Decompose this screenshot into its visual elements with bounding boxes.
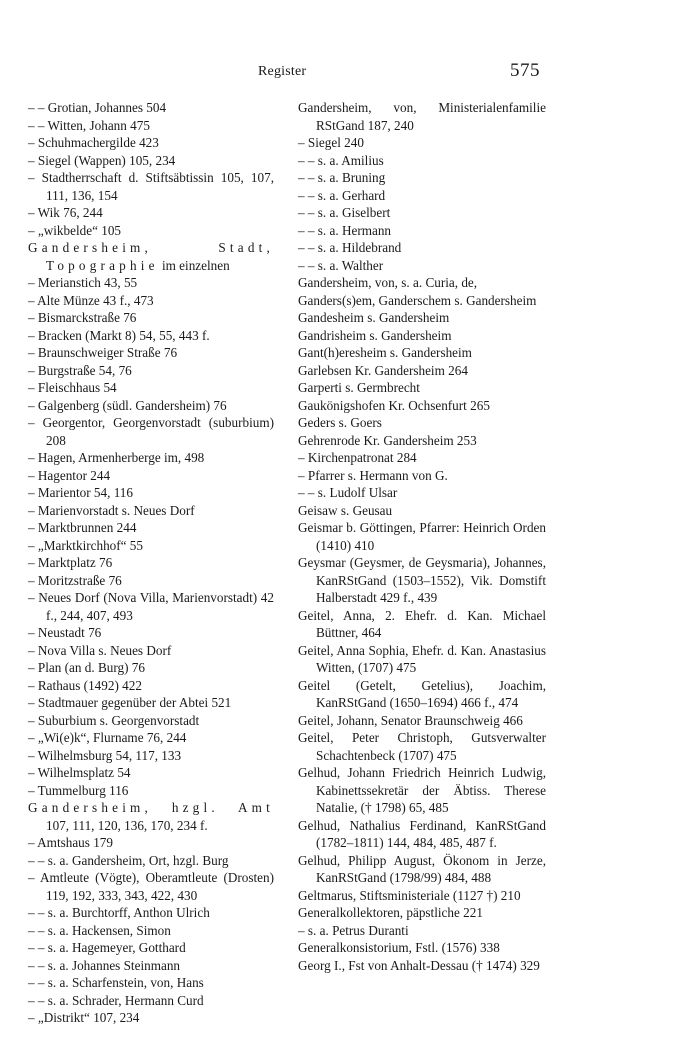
index-entry	[28, 729, 274, 747]
index-entry	[28, 782, 274, 800]
index-entry-text: Geysmar (Geysmer, de Geysmaria), Johannes, KanRStGand (1503–1552), Vik. Domstift Halberstadt 429 f., 439	[298, 555, 546, 605]
index-entry	[28, 134, 274, 152]
index-entry	[28, 327, 274, 345]
index-entry	[28, 904, 274, 922]
index-entry	[28, 99, 274, 117]
index-column-left	[28, 99, 274, 1027]
index-entry	[298, 292, 546, 310]
index-entry	[298, 484, 546, 502]
running-head: Register	[258, 64, 307, 79]
index-entry	[298, 957, 546, 975]
index-entry-text: Geitel (Getelt, Getelius), Joachim, KanRStGand (1650–1694) 466 f., 474	[298, 677, 546, 710]
index-entry-text: – Plan (an d. Burg) 76	[28, 660, 145, 675]
index-entry-text: – Moritzstraße 76	[28, 572, 122, 588]
index-entry	[28, 519, 274, 537]
index-entry-text: – – s. a. Hagemeyer, Gotthard	[28, 940, 186, 955]
index-heading-spaced: Gandersheim, hzgl. Amt	[28, 800, 274, 815]
index-entry-text: – Marientor 54, 116	[28, 485, 133, 500]
index-entry	[298, 99, 546, 134]
index-entry	[298, 327, 546, 345]
index-heading-spaced: Gandersheim, Stadt, Topographie	[28, 240, 274, 273]
index-entry-text: – Neues Dorf (Nova Villa, Marienvorstadt) 42 f., 244, 407, 493	[28, 590, 274, 623]
index-entry-text: – Stadtmauer gegenüber der Abtei 521	[28, 695, 232, 710]
index-entry	[28, 589, 274, 624]
index-entry-text: Geisaw s. Geusau	[298, 502, 393, 518]
index-entry-text: – – s. a. Gerhard	[298, 187, 386, 203]
index-entry	[28, 869, 274, 904]
index-entry	[28, 292, 274, 310]
index-entry-text: – – s. a. Amilius	[298, 152, 384, 168]
index-entry-text: – Schuhmachergilde 423	[28, 135, 159, 150]
index-entry-text: – – s. a. Burchtorff, Anthon Ulrich	[28, 905, 210, 920]
index-entry-text: – Wilhelmsplatz 54	[28, 765, 131, 780]
index-entry-text: – Neustadt 76	[28, 625, 102, 640]
index-entry-text: – Suburbium s. Georgenvorstadt	[28, 712, 200, 728]
index-entry	[298, 677, 546, 712]
index-entry	[298, 257, 546, 275]
index-entry-text: – Hagentor 244	[28, 467, 111, 483]
index-entry-text: – – Witten, Johann 475	[28, 117, 150, 133]
index-entry	[298, 169, 546, 187]
index-entry-text: – Rathaus (1492) 422	[28, 677, 142, 693]
index-entry	[298, 239, 546, 257]
index-entry-text: Gandesheim s. Gandersheim	[298, 310, 450, 325]
index-entry	[28, 659, 274, 677]
index-entry	[298, 904, 546, 922]
index-entry-text: Gaukönigshofen Kr. Ochsenfurt 265	[298, 397, 490, 413]
index-entry-text: Gelhud, Johann Friedrich Heinrich Ludwig, Kabinettssekretär der Äbtiss. Therese Natalie, († 1798) 65, 485	[298, 765, 546, 815]
index-entry	[28, 362, 274, 380]
index-entry-text: – Fleischhaus 54	[28, 380, 117, 395]
index-entry-text: Gelhud, Philipp August, Ökonom in Jerze, KanRStGand (1798/99) 484, 488	[298, 852, 546, 885]
index-entry	[298, 414, 546, 432]
index-entry	[298, 887, 546, 905]
index-entry-text: Gehrenrode Kr. Gandersheim 253	[298, 432, 477, 448]
index-entry	[298, 152, 546, 170]
index-entry-text: Gandrisheim s. Gandersheim	[298, 327, 452, 343]
index-entry	[28, 537, 274, 555]
index-entry	[28, 414, 274, 449]
index-entry	[28, 309, 274, 327]
index-entry-text: – Marktbrunnen 244	[28, 520, 137, 535]
index-entry	[28, 449, 274, 467]
index-entry-text: – – s. a. Hackensen, Simon	[28, 922, 171, 938]
index-entry	[298, 554, 546, 607]
index-entry	[298, 204, 546, 222]
index-entry	[28, 624, 274, 642]
index-entry	[28, 204, 274, 222]
index-entry	[28, 677, 274, 695]
index-entry-text: – – s. a. Giselbert	[298, 205, 391, 220]
index-entry-text: im einzelnen	[158, 257, 230, 273]
index-entry-text: – – s. a. Hildebrand	[298, 240, 402, 255]
index-entry	[298, 362, 546, 380]
index-entry	[28, 712, 274, 730]
index-entry-text: – Tummelburg 116	[28, 782, 129, 798]
index-entry	[28, 152, 274, 170]
index-entry-text: – Hagen, Armenherberge im, 498	[28, 450, 205, 465]
index-entry	[298, 449, 546, 467]
index-entry-text: – Nova Villa s. Neues Dorf	[28, 642, 172, 658]
index-entry	[298, 274, 546, 292]
index-entry-text: – Marktplatz 76	[28, 555, 113, 570]
index-entry-text: – Amtleute (Vögte), Oberamtleute (Drosten) 119, 192, 333, 343, 422, 430	[28, 870, 274, 903]
index-entry	[28, 379, 274, 397]
index-entry-text: Geitel, Anna Sophia, Ehefr. d. Kan. Anastasius Witten, (1707) 475	[298, 642, 546, 675]
index-entry	[28, 169, 274, 204]
index-entry-text: Gant(h)eresheim s. Gandersheim	[298, 345, 472, 360]
index-entry	[28, 484, 274, 502]
index-entry-text: – – s. a. Schrader, Hermann Curd	[28, 992, 204, 1008]
index-entry	[28, 939, 274, 957]
index-entry	[28, 992, 274, 1010]
index-entry	[28, 747, 274, 765]
index-entry	[298, 712, 546, 730]
page-number: 575	[510, 60, 540, 81]
index-entry-text: Garlebsen Kr. Gandersheim 264	[298, 362, 468, 378]
index-entry-text: – Kirchenpatronat 284	[298, 450, 417, 465]
index-column-right	[298, 99, 546, 974]
index-entry-text: – „wikbelde“ 105	[28, 222, 122, 238]
index-entry	[298, 519, 546, 554]
index-entry-text: – „Marktkirchhof“ 55	[28, 537, 143, 553]
index-entry-text: – Braunschweiger Straße 76	[28, 345, 178, 360]
index-entry	[298, 432, 546, 450]
index-entry-text: – „Distrikt“ 107, 234	[28, 1010, 140, 1025]
index-entry-text: – – Grotian, Johannes 504	[28, 100, 167, 115]
index-entry-text: – – s. a. Bruning	[298, 170, 386, 185]
index-entry-text: Generalkollektoren, päpstliche 221	[298, 905, 483, 920]
index-entry	[298, 939, 546, 957]
index-entry-text: – Marienvorstadt s. Neues Dorf	[28, 502, 195, 518]
index-entry	[298, 502, 546, 520]
index-entry	[28, 834, 274, 852]
index-entry	[28, 799, 274, 834]
index-entry	[28, 397, 274, 415]
index-entry-text: Georg I., Fst von Anhalt-Dessau († 1474) 329	[298, 957, 540, 973]
index-entry-text: – – s. a. Hermann	[298, 222, 392, 238]
index-entry	[298, 397, 546, 415]
index-entry	[28, 222, 274, 240]
index-entry-text: Geltmarus, Stiftsministeriale (1127 †) 210	[298, 887, 521, 903]
index-entry-text: – Merianstich 43, 55	[28, 275, 138, 290]
index-entry	[28, 502, 274, 520]
index-entry-text: – Wilhelmsburg 54, 117, 133	[28, 747, 182, 763]
index-entry-text: – – s. a. Walther	[298, 257, 384, 273]
index-entry	[298, 309, 546, 327]
index-entry	[28, 467, 274, 485]
index-entry	[298, 729, 546, 764]
index-entry-text: – Amtshaus 179	[28, 835, 113, 850]
index-entry-text: Garperti s. Germbrecht	[298, 380, 420, 395]
index-entry	[298, 222, 546, 240]
index-entry-text: – Georgentor, Georgenvorstadt (suburbium) 208	[28, 415, 274, 448]
index-entry-text: – – s. a. Johannes Steinmann	[28, 957, 181, 973]
index-entry-text: Gelhud, Nathalius Ferdinand, KanRStGand (1782–1811) 144, 484, 485, 487 f.	[298, 817, 546, 850]
index-entry	[28, 274, 274, 292]
index-entry	[298, 187, 546, 205]
index-entry-text: Geders s. Goers	[298, 415, 382, 430]
index-entry-text: – Wik 76, 244	[28, 205, 103, 220]
index-entry-text: Geitel, Peter Christoph, Gutsverwalter Schachtenbeck (1707) 475	[298, 730, 546, 763]
index-entry	[28, 344, 274, 362]
index-entry-text: Gandersheim, von, s. a. Curia, de,	[298, 275, 478, 290]
index-entry-text: Geismar b. Göttingen, Pfarrer: Heinrich Orden (1410) 410	[298, 520, 546, 553]
index-entry-text: – Pfarrer s. Hermann von G.	[298, 467, 448, 483]
index-entry	[298, 467, 546, 485]
index-entry-text: Generalkonsistorium, Fstl. (1576) 338	[298, 940, 500, 955]
index-entry-text: Ganders(s)em, Ganderschem s. Gandersheim	[298, 292, 537, 308]
index-entry	[298, 764, 546, 817]
index-entry-text: – Siegel 240	[298, 135, 364, 150]
index-entry	[298, 642, 546, 677]
index-entry-text: Gandersheim, von, Ministerialenfamilie RStGand 187, 240	[298, 100, 546, 133]
index-entry-text: – Alte Münze 43 f., 473	[28, 292, 154, 308]
index-entry-text: – Bracken (Markt 8) 54, 55, 443 f.	[28, 327, 210, 343]
index-entry-text: – s. a. Petrus Duranti	[298, 922, 409, 938]
index-entry	[28, 642, 274, 660]
index-entry-text: – Stadtherrschaft d. Stiftsäbtissin 105, 107, 111, 136, 154	[28, 170, 274, 203]
index-entry	[28, 974, 274, 992]
index-entry-text: 107, 111, 120, 136, 170, 234 f.	[46, 817, 208, 833]
index-entry-text: – Siegel (Wappen) 105, 234	[28, 152, 176, 168]
index-entry	[298, 379, 546, 397]
index-entry-text: – – s. Ludolf Ulsar	[298, 485, 398, 500]
index-entry	[28, 239, 274, 274]
index-entry	[28, 117, 274, 135]
page-header	[0, 60, 700, 90]
index-entry	[298, 817, 546, 852]
index-entry-text: – Burgstraße 54, 76	[28, 362, 132, 378]
index-entry-text: – – s. a. Scharfenstein, von, Hans	[28, 975, 204, 990]
index-entry	[298, 134, 546, 152]
index-entry-text: – „Wi(e)k“, Flurname 76, 244	[28, 730, 187, 745]
index-entry	[28, 1009, 274, 1027]
index-entry	[28, 764, 274, 782]
index-entry-text: Geitel, Johann, Senator Braunschweig 466	[298, 712, 523, 728]
index-entry	[28, 572, 274, 590]
index-entry-text: – Galgenberg (südl. Gandersheim) 76	[28, 397, 227, 413]
index-entry	[28, 922, 274, 940]
index-entry	[298, 852, 546, 887]
index-entry	[28, 852, 274, 870]
index-entry	[298, 922, 546, 940]
index-entry-text: – Bismarckstraße 76	[28, 310, 137, 325]
index-entry	[28, 694, 274, 712]
index-entry-text: Geitel, Anna, 2. Ehefr. d. Kan. Michael Büttner, 464	[298, 607, 546, 640]
index-entry-text: – – s. a. Gandersheim, Ort, hzgl. Burg	[28, 852, 229, 868]
index-entry	[28, 554, 274, 572]
index-entry	[298, 607, 546, 642]
index-entry	[28, 957, 274, 975]
index-entry	[298, 344, 546, 362]
